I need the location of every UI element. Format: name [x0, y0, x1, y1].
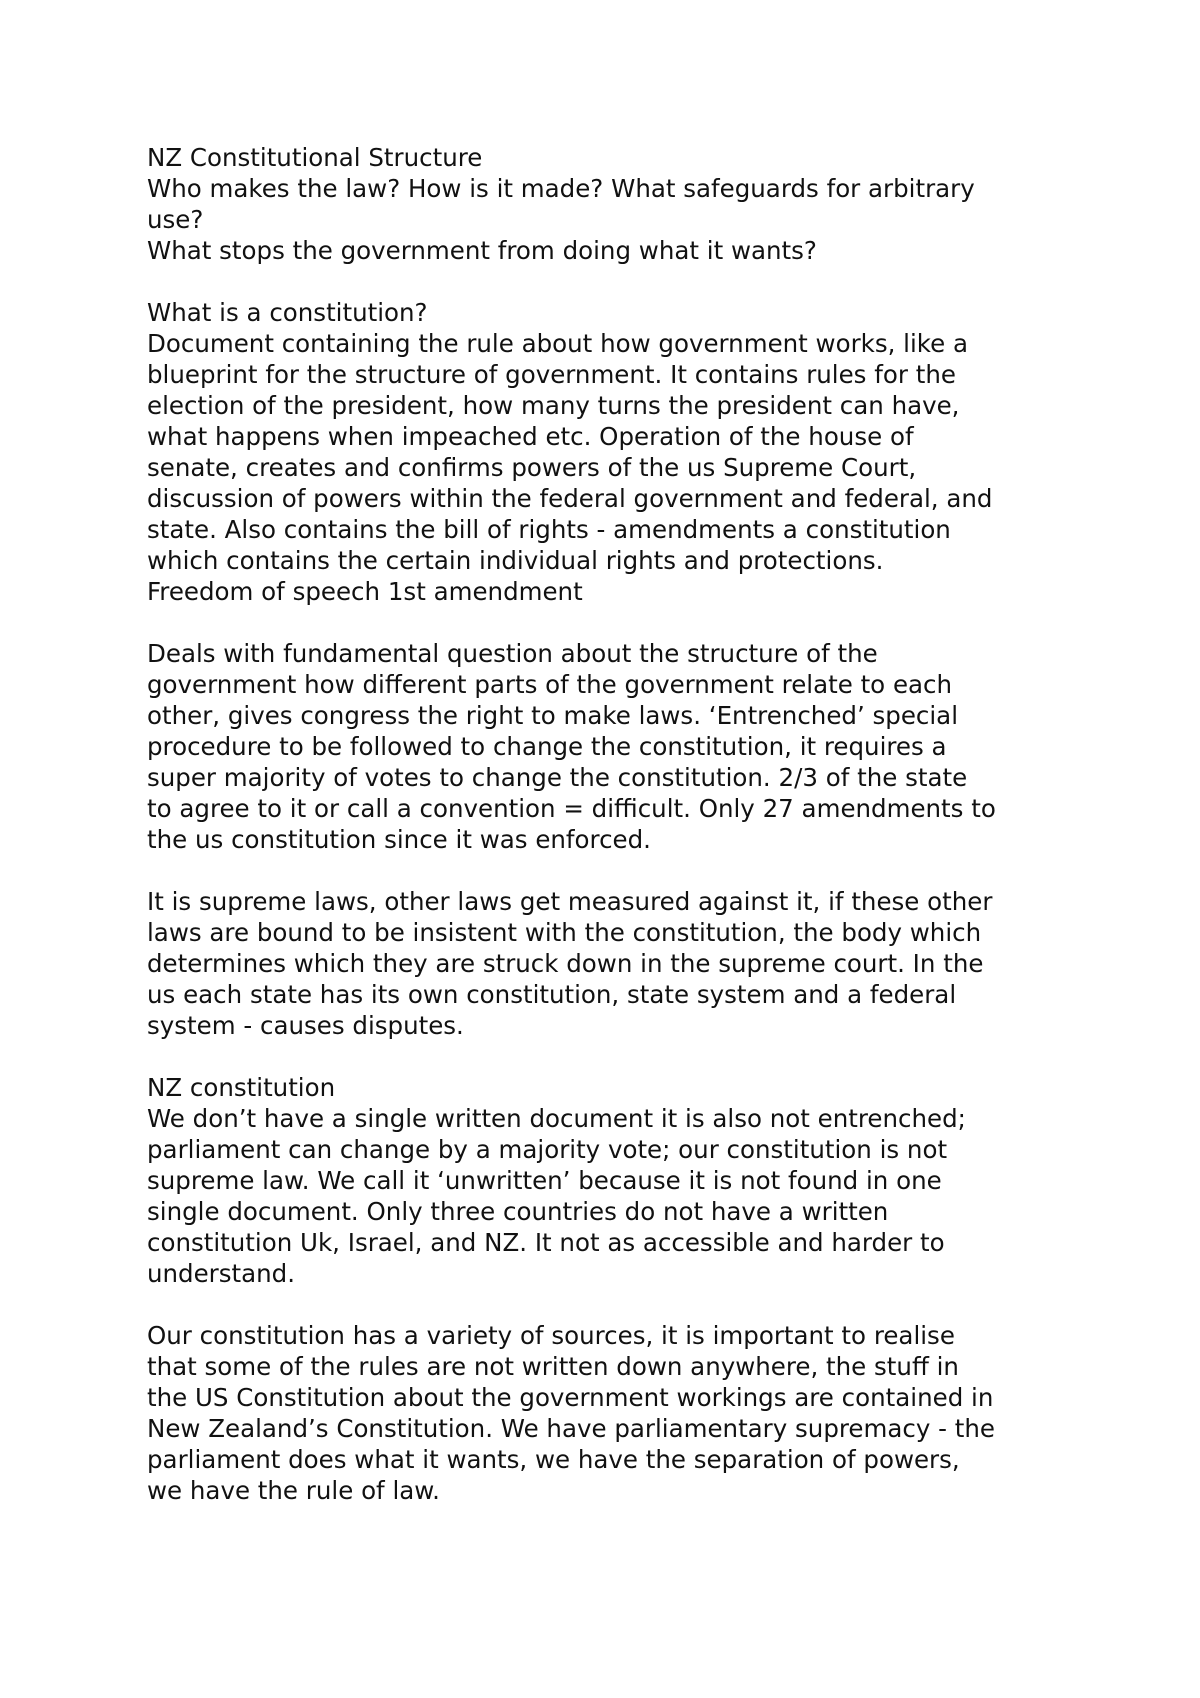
text-line: It is supreme laws, other laws get measured against it, if these other: [147, 887, 993, 916]
paragraph-what-is-constitution: [147, 297, 1080, 607]
paragraph-gap: [147, 855, 1080, 886]
text-line: the US Constitution about the government workings are contained in: [147, 1383, 994, 1412]
text-line: discussion of powers within the federal government and federal, and: [147, 484, 993, 513]
document-title: NZ Constitutional Structure: [147, 143, 483, 172]
text-line: us each state has its own constitution, state system and a federal: [147, 980, 957, 1009]
text-line: understand.: [147, 1259, 296, 1288]
text-line: parliament can change by a majority vote; our constitution is not: [147, 1135, 948, 1164]
text-line: single document. Only three countries do not have a written: [147, 1197, 889, 1226]
paragraph-gap: [147, 607, 1080, 638]
text-line: senate, creates and confirms powers of the us Supreme Court,: [147, 453, 917, 482]
text-line: we have the rule of law.: [147, 1476, 440, 1505]
text-line: What stops the government from doing what it wants?: [147, 236, 817, 265]
text-line: use?: [147, 205, 204, 234]
text-line: parliament does what it wants, we have the separation of powers,: [147, 1445, 960, 1474]
text-line: procedure to be followed to change the constitution, it requires a: [147, 732, 947, 761]
text-line: Our constitution has a variety of sources, it is important to realise: [147, 1321, 955, 1350]
text-line: election of the president, how many turns the president can have,: [147, 391, 960, 420]
paragraph-gap: [147, 266, 1080, 297]
paragraph-sources: [147, 1320, 1080, 1506]
text-line: which contains the certain individual rights and protections.: [147, 546, 884, 575]
text-line: supreme law. We call it ‘unwritten’ because it is not found in one: [147, 1166, 942, 1195]
text-line: to agree to it or call a convention = difficult. Only 27 amendments to: [147, 794, 996, 823]
text-line: We don’t have a single written document it is also not entrenched;: [147, 1104, 966, 1133]
text-line: Deals with fundamental question about the structure of the: [147, 639, 878, 668]
text-line: Document containing the rule about how government works, like a: [147, 329, 968, 358]
text-line: the us constitution since it was enforced.: [147, 825, 651, 854]
text-line: state. Also contains the bill of rights - amendments a constitution: [147, 515, 951, 544]
paragraph-intro: [147, 142, 1080, 266]
text-line: that some of the rules are not written down anywhere, the stuff in: [147, 1352, 959, 1381]
section-heading: What is a constitution?: [147, 298, 428, 327]
text-line: system - causes disputes.: [147, 1011, 464, 1040]
text-line: government how different parts of the government relate to each: [147, 670, 953, 699]
text-line: Who makes the law? How is it made? What safeguards for arbitrary: [147, 174, 975, 203]
text-line: constitution Uk, Israel, and NZ. It not as accessible and harder to: [147, 1228, 945, 1257]
text-line: what happens when impeached etc. Operation of the house of: [147, 422, 914, 451]
text-line: determines which they are struck down in the supreme court. In the: [147, 949, 984, 978]
section-heading: NZ constitution: [147, 1073, 336, 1102]
text-line: blueprint for the structure of government. It contains rules for the: [147, 360, 956, 389]
text-line: other, gives congress the right to make laws. ‘Entrenched’ special: [147, 701, 959, 730]
paragraph-nz-constitution: [147, 1072, 1080, 1289]
text-line: super majority of votes to change the constitution. 2/3 of the state: [147, 763, 968, 792]
paragraph-gap: [147, 1041, 1080, 1072]
text-line: Freedom of speech 1st amendment: [147, 577, 583, 606]
text-line: New Zealand’s Constitution. We have parliamentary supremacy - the: [147, 1414, 995, 1443]
paragraph-fundamental-questions: [147, 638, 1080, 855]
text-line: laws are bound to be insistent with the constitution, the body which: [147, 918, 982, 947]
paragraph-gap: [147, 1289, 1080, 1320]
paragraph-supreme-law: [147, 886, 1080, 1041]
